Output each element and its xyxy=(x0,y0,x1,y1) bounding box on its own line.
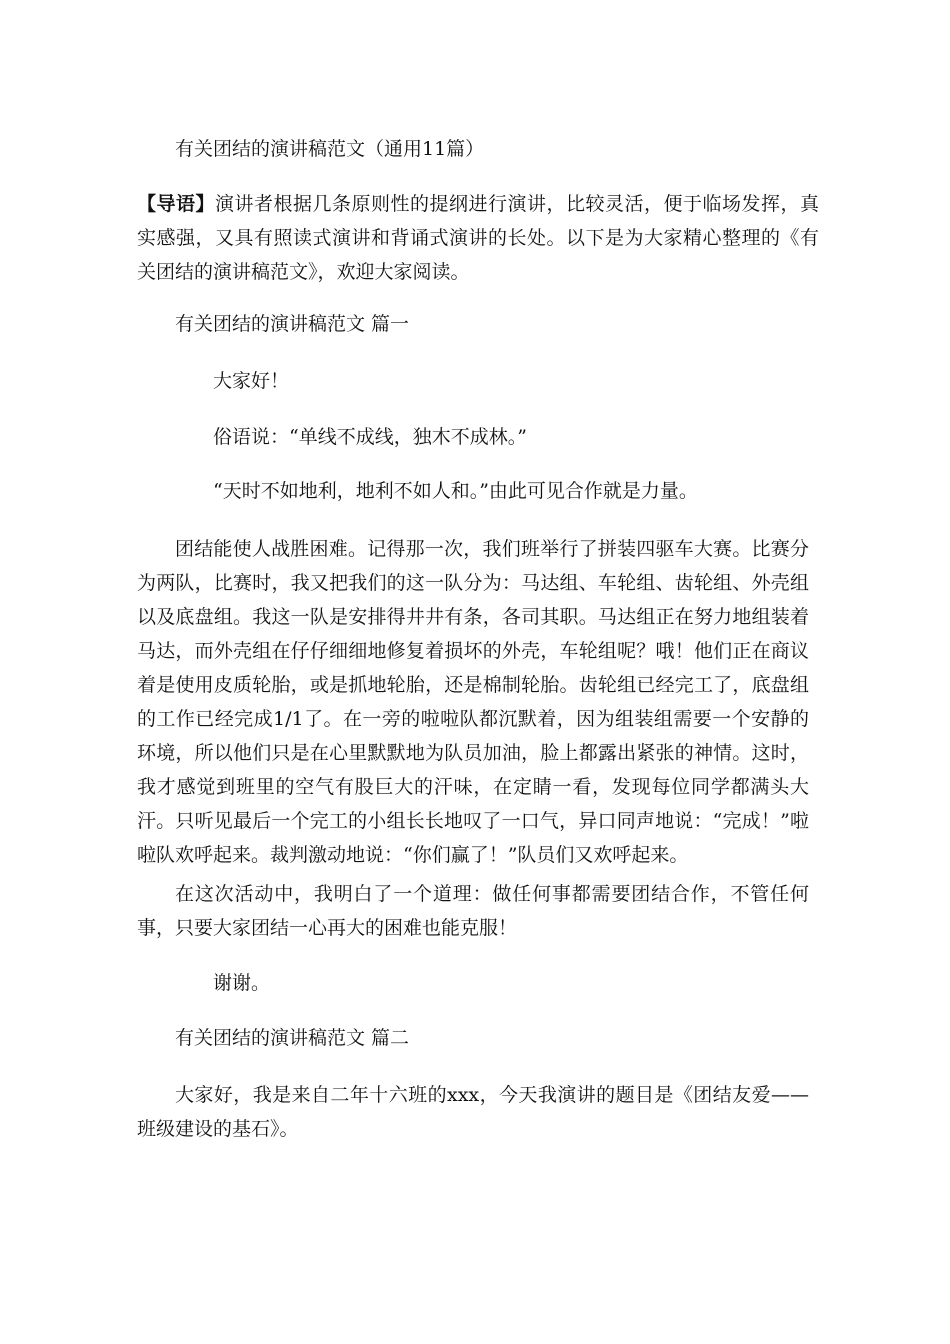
closing: 谢谢。 xyxy=(213,972,271,994)
intro-text: 演讲者根据几条原则性的提纲进行演讲，比较灵活，便于临场发挥，真实感强，又具有照读式演讲和背诵式演讲的长处。以下是为大家精心整理的《有关团结的演讲稿范文》，欢迎大家阅读。 xyxy=(137,193,819,283)
intro-lead: 【导语】 xyxy=(137,193,215,215)
section-heading-1: 有关团结的演讲稿范文 篇一 xyxy=(175,313,410,335)
intro-paragraph xyxy=(137,187,819,289)
paragraph-intro-2: 大家好，我是来自二年十六班的xxx，今天我演讲的题目是《团结友爱——班级建设的基石》。 xyxy=(137,1084,809,1140)
paragraph-story: 团结能使人战胜困难。记得那一次，我们班举行了拼装四驱车大赛。比赛分为两队，比赛时，我又把我们的这一队分为：马达组、车轮组、齿轮组、外壳组以及底盘组。我这一队是安排得井井有条，各司其职。马达组正在努力地组装着马达，而外壳组在仔仔细细地修复着损坏的外壳，车轮组呢？哦！他们正在商议着是使用皮质轮胎，或是抓地轮胎，还是棉制轮胎。齿轮组已经完工了，底盘组的工作已经完成1/1了。在一旁的啦啦队都沉默着，因为组装组需要一个安静的环境，所以他们只是在心里默默地为队员加油，脸上都露出紧张的神情。这时，我才感觉到班里的空气有股巨大的汗味，在定睛一看，发现每位同学都满头大汗。只听见最后一个完工的小组长长地叹了一口气，异口同声地说：“完成！”啦啦队欢呼起来。裁判激动地说：“你们赢了！”队员们又欢呼起来。 xyxy=(137,538,809,866)
greeting: 大家好！ xyxy=(213,370,290,392)
paragraph-saying: “天时不如地利，地利不如人和。”由此可见合作就是力量。 xyxy=(213,480,698,502)
paragraph-proverb: 俗语说：“单线不成线，独木不成林。” xyxy=(213,426,527,448)
paragraph-lesson: 在这次活动中，我明白了一个道理：做任何事都需要团结合作，不管任何事，只要大家团结一心再大的困难也能克服！ xyxy=(137,883,809,939)
section-heading-2: 有关团结的演讲稿范文 篇二 xyxy=(175,1027,410,1049)
document-title: 有关团结的演讲稿范文（通用11篇） xyxy=(175,138,485,160)
